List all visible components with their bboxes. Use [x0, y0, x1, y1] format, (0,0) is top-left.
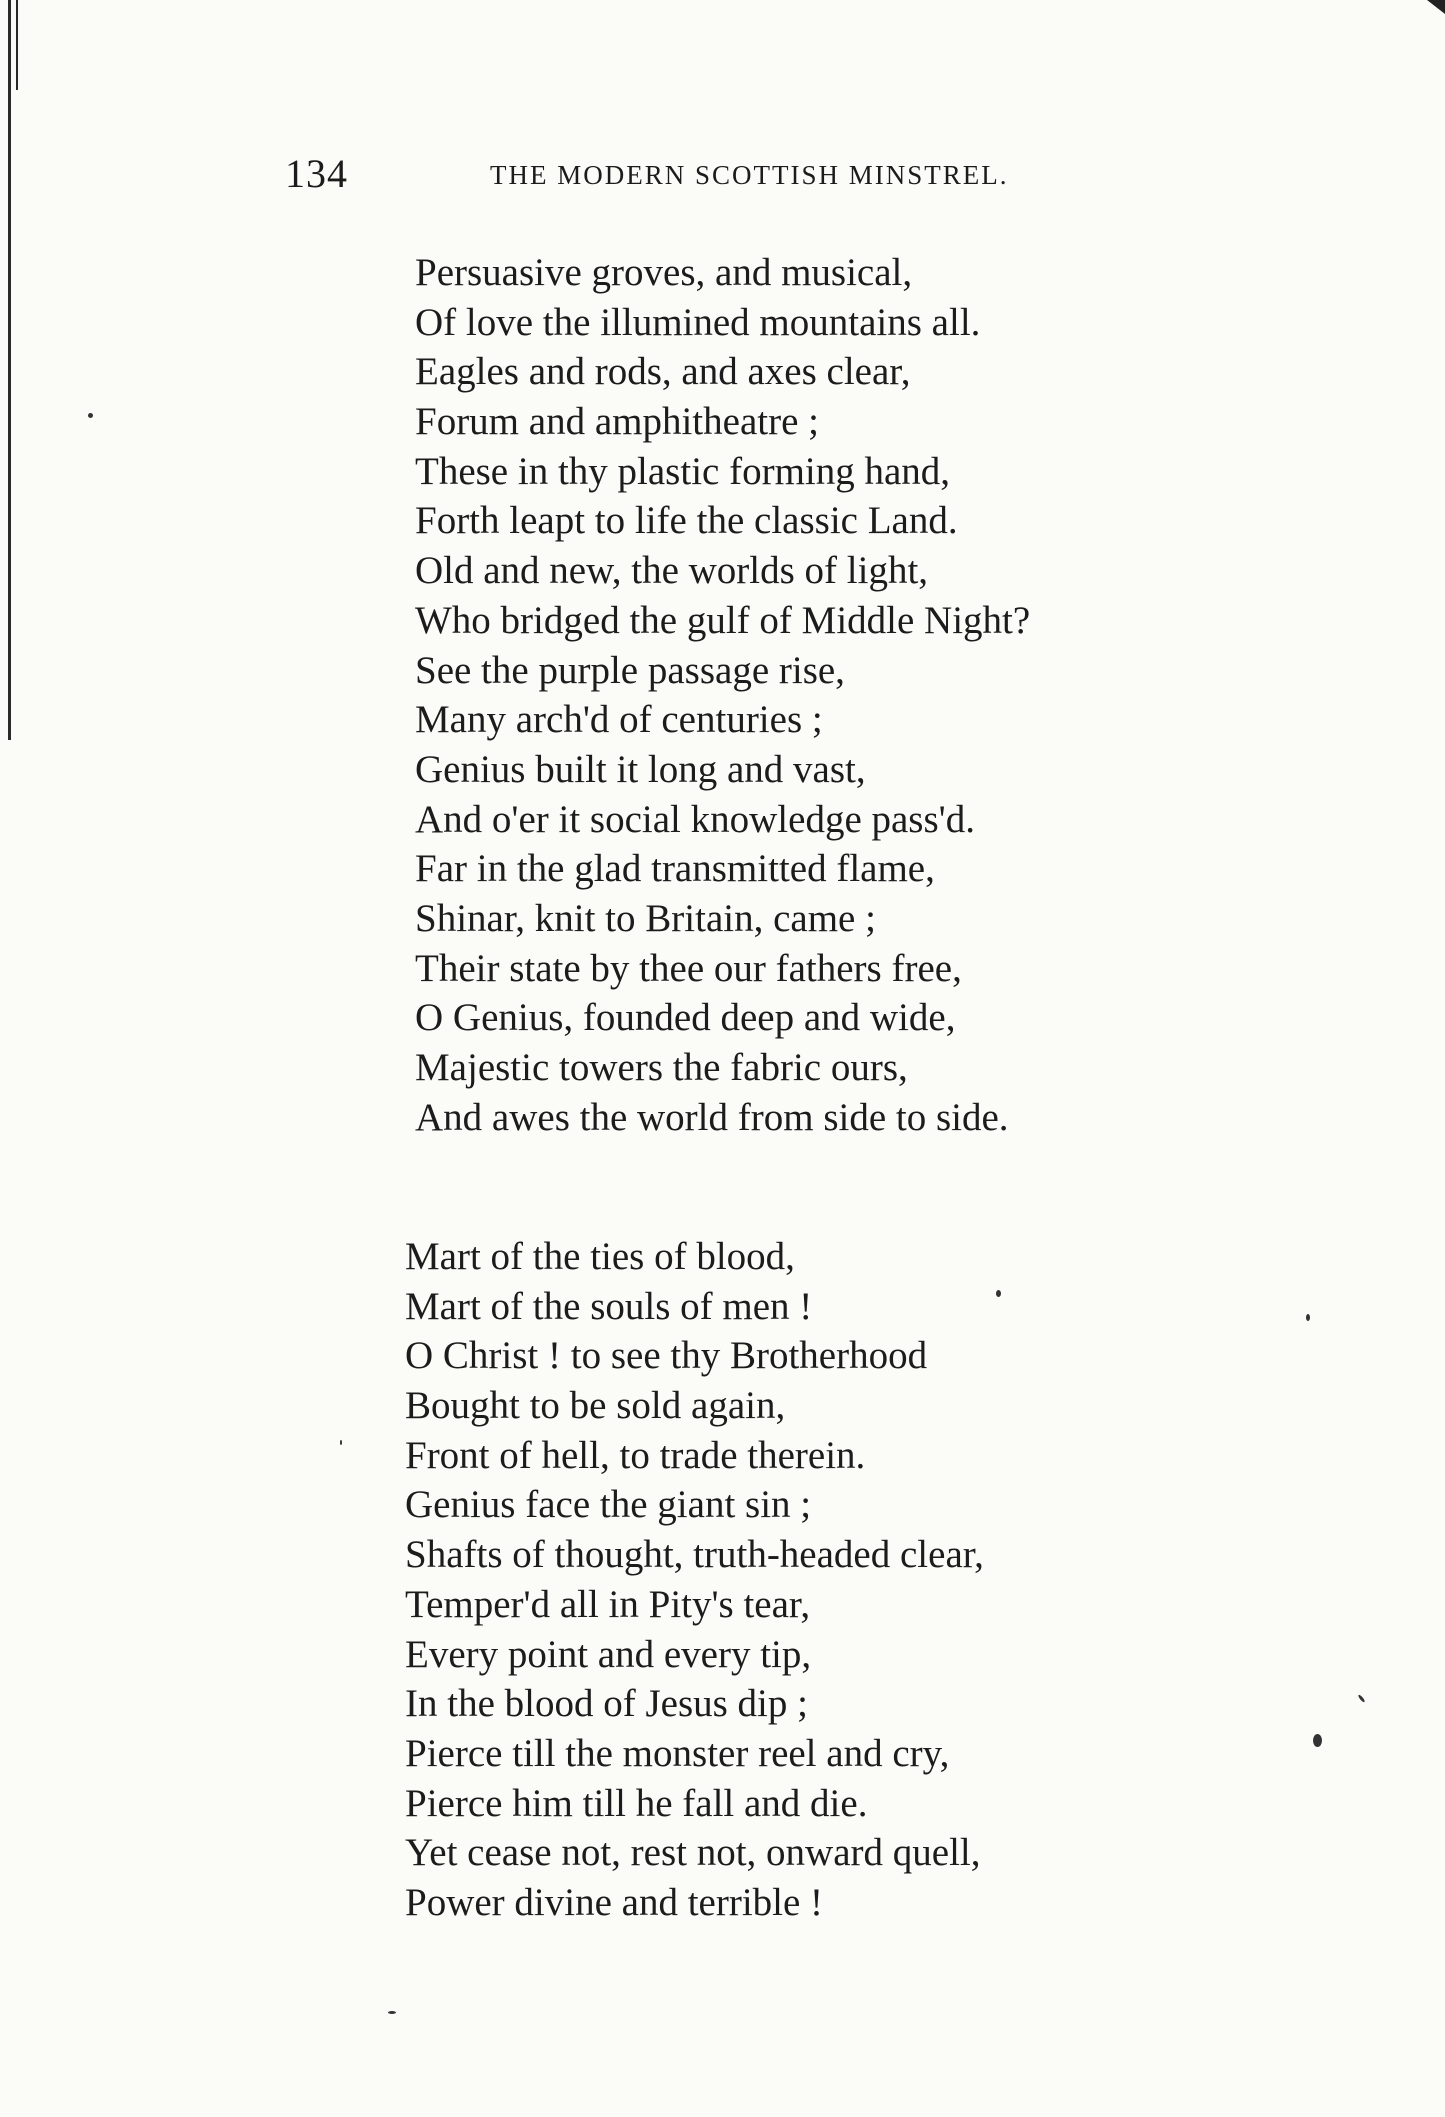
verse-line: And o'er it social knowledge pass'd. [415, 797, 975, 841]
corner-mark [1427, 0, 1445, 14]
verse-line: O Genius, founded deep and wide, [415, 996, 956, 1040]
running-title: THE MODERN SCOTTISH MINSTREL. [490, 160, 1009, 190]
scan-speck [996, 1290, 1001, 1297]
verse-line: Pierce him till he fall and die. [405, 1781, 868, 1825]
verse-line: Every point and every tip, [405, 1632, 812, 1676]
verse-line: O Christ ! to see thy Brotherhood [405, 1334, 928, 1378]
verse-line: Genius face the giant sin ; [405, 1483, 812, 1527]
scan-speck [1313, 1734, 1322, 1747]
verse-line: Power divine and terrible ! [405, 1880, 824, 1924]
verse-line: Who bridged the gulf of Middle Night? [415, 598, 1031, 642]
stanza-2 [405, 1232, 984, 1928]
scan-speck [1306, 1314, 1310, 1321]
verse-line: See the purple passage rise, [415, 648, 845, 692]
verse-line: Old and new, the worlds of light, [415, 549, 929, 593]
verse-line: Front of hell, to trade therein. [405, 1433, 866, 1477]
verse-line: Persuasive groves, and musical, [415, 251, 913, 294]
page-edge-shadow-inner [16, 0, 18, 90]
stanza-1 [415, 248, 1030, 1142]
verse-line: Temper'd all in Pity's tear, [405, 1582, 811, 1626]
verse-line: Eagles and rods, and axes clear, [415, 350, 911, 394]
verse-line: Far in the glad transmitted flame, [415, 847, 935, 891]
verse-line: Shafts of thought, truth-headed clear, [405, 1533, 984, 1577]
scan-speck [388, 2011, 396, 2014]
page-header [285, 150, 1085, 200]
verse-line: Pierce till the monster reel and cry, [405, 1731, 950, 1775]
page-edge-shadow [8, 0, 11, 740]
scan-speck [340, 1440, 342, 1445]
verse-line: And awes the world from side to side. [415, 1095, 1009, 1139]
scan-speck [88, 413, 93, 418]
verse-line: Of love the illumined mountains all. [415, 300, 981, 344]
verse-line: Forth leapt to life the classic Land. [415, 499, 958, 543]
verse-line: Their state by thee our fathers free, [415, 946, 962, 990]
verse-line: Yet cease not, rest not, onward quell, [405, 1831, 981, 1875]
verse-line: Mart of the ties of blood, [405, 1235, 795, 1278]
verse-line: Mart of the souls of men ! [405, 1284, 813, 1328]
verse-line: These in thy plastic forming hand, [415, 449, 951, 493]
verse-line: Shinar, knit to Britain, came ; [415, 896, 876, 940]
verse-line: Many arch'd of centuries ; [415, 698, 823, 742]
verse-line: In the blood of Jesus dip ; [405, 1682, 808, 1726]
page-number: 134 [285, 151, 348, 196]
verse-line: Genius built it long and vast, [415, 747, 866, 791]
scan-speck [1357, 1694, 1365, 1703]
verse-line: Forum and amphitheatre ; [415, 400, 819, 444]
verse-line: Bought to be sold again, [405, 1384, 786, 1428]
verse-line: Majestic towers the fabric ours, [415, 1046, 908, 1089]
